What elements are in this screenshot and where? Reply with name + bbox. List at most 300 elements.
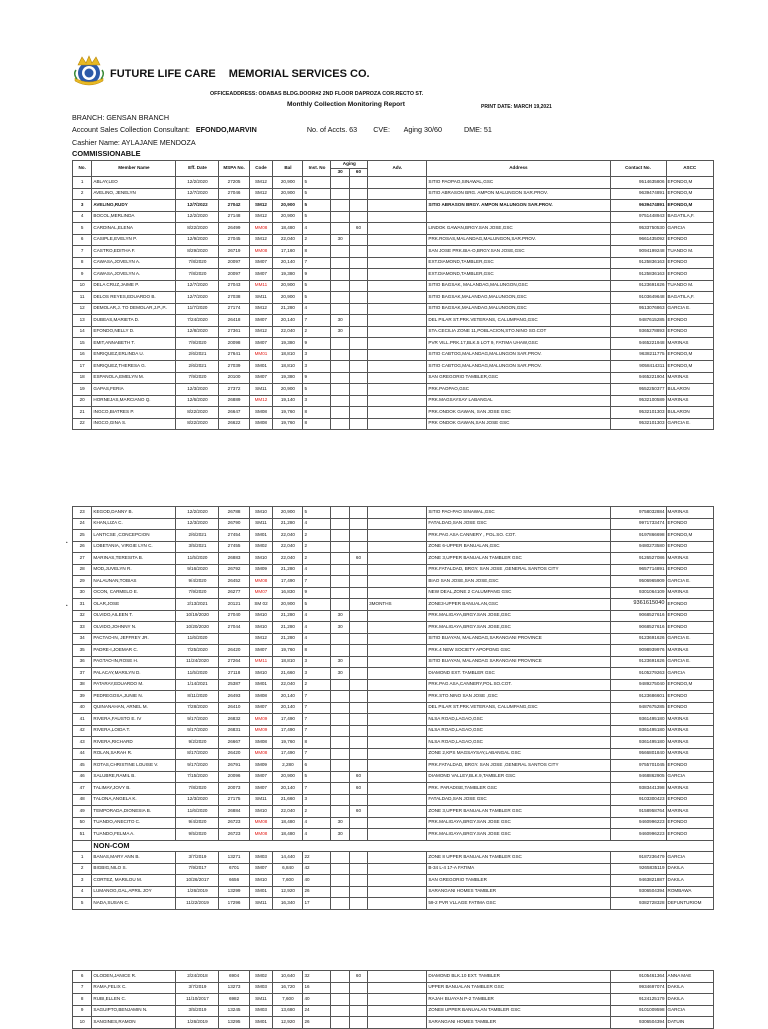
cell-balance: 18,480 [273, 223, 303, 235]
cell-balance: 14,440 [273, 852, 303, 864]
cell-contact: 9361615040 [610, 599, 666, 611]
cell-address: NLSA ROAD,LAGAO,GSC [427, 737, 610, 749]
cell-address: B-34 L-4 17-A FATIMA [427, 863, 610, 875]
cell-member-name: DELOS REYES,EDUARDO B. [92, 292, 176, 304]
cell-contact: 9123691626 [610, 280, 666, 292]
cell-ascc: MARINAS [666, 748, 713, 760]
cell-mspa: 27175 [219, 794, 249, 806]
cell-address: PRK.ONDOK GAWAN, SAN JOSE GSC [427, 407, 610, 419]
table-row [73, 668, 714, 680]
table-row [73, 349, 714, 361]
cell-inst-no: 5 [303, 384, 331, 396]
cell-member-name: OLAR,JOSE [92, 599, 176, 611]
cell-eff-date: 9/5/2020 [176, 829, 219, 841]
cell-inst-no: 4 [303, 622, 331, 634]
cell-contact: 9361495180 [610, 737, 666, 749]
cell-mspa: 26452 [219, 576, 249, 588]
cell-aging-30 [331, 1017, 349, 1029]
cell-aging-60 [349, 886, 367, 898]
cell-mspa: 6982 [219, 994, 249, 1006]
cell-aging-60 [349, 714, 367, 726]
cell-code: SM08 [249, 418, 273, 430]
cell-balance: 16,830 [273, 587, 303, 599]
cell-ascc: EFONDO,M [666, 530, 713, 542]
cell-adv [368, 407, 427, 419]
table-row [73, 971, 714, 983]
cell-member-name: AVELINO,RUDY [92, 200, 176, 212]
table-row [73, 1005, 714, 1017]
cell-code: SM11 [249, 518, 273, 530]
cell-member-name: QUINANAHAN, ARNEL M. [92, 702, 176, 714]
cell-address: SITIO BAGSAK,MALANDAG,MALUNGON,GSC [427, 292, 610, 304]
cell-mspa: 20073 [219, 783, 249, 795]
cell-mspa: 26420 [219, 748, 249, 760]
cell-aging-30 [331, 645, 349, 657]
cell-no: 30 [73, 587, 92, 599]
cell-mspa: 6656 [219, 875, 249, 887]
cell-aging-30 [331, 177, 349, 189]
cell-aging-60 [349, 361, 367, 373]
consultant-line [72, 125, 492, 134]
cell-member-name: PALACAY,MARILYN D. [92, 668, 176, 680]
cell-balance: 17,490 [273, 576, 303, 588]
cell-aging-30 [331, 982, 349, 994]
cell-code: MM11 [249, 656, 273, 668]
cell-no: 10 [73, 280, 92, 292]
cell-ascc: DATUIN [666, 1017, 713, 1029]
cell-member-name: PACTAO-IN, JEFFREY JR. [92, 633, 176, 645]
cell-inst-no: 5 [303, 200, 331, 212]
cell-balance: 20,140 [273, 702, 303, 714]
cell-code: MM07 [249, 587, 273, 599]
cell-mspa: 20097 [219, 257, 249, 269]
cell-balance: 18,810 [273, 349, 303, 361]
table-row [73, 315, 714, 327]
cell-code: SM08 [249, 737, 273, 749]
cell-contact: 9187236479 [610, 852, 666, 864]
cell-balance: 16,720 [273, 982, 303, 994]
cell-no: 22 [73, 418, 92, 430]
cell-inst-no: 5 [303, 599, 331, 611]
table-row [73, 702, 714, 714]
cell-aging-60 [349, 188, 367, 200]
cell-aging-30 [331, 541, 349, 553]
cell-adv [368, 714, 427, 726]
cell-ascc: BAGATILA,F. [666, 211, 713, 223]
cell-aging-30 [331, 303, 349, 315]
cell-no: 31 [73, 599, 92, 611]
cell-aging-60 [349, 725, 367, 737]
cell-no: 33 [73, 622, 92, 634]
cell-eff-date: 8/22/2020 [176, 407, 219, 419]
cell-mspa: 26723 [219, 817, 249, 829]
cell-adv [368, 246, 427, 258]
cell-ascc: EFONDO [666, 315, 713, 327]
cell-inst-no: 3 [303, 656, 331, 668]
section-spacer [73, 840, 92, 852]
cell-aging-60 [349, 994, 367, 1006]
cell-adv [368, 384, 427, 396]
cell-adv [368, 886, 427, 898]
cell-aging-60: 60 [349, 771, 367, 783]
cell-balance: 18,480 [273, 817, 303, 829]
cell-balance: 20,900 [273, 280, 303, 292]
cell-inst-no: 3 [303, 361, 331, 373]
cell-code: MM09 [249, 714, 273, 726]
cell-inst-no: 2 [303, 326, 331, 338]
cell-member-name: LUMANOG,GAL,APRIL JOY [92, 886, 176, 898]
cell-mspa: 26792 [219, 564, 249, 576]
cell-mspa: 26723 [219, 829, 249, 841]
cell-member-name: BOCOL,MERLINDA [92, 211, 176, 223]
cell-balance: 10,640 [273, 971, 303, 983]
cell-mspa: 27372 [219, 384, 249, 396]
cell-code: SM08 [249, 691, 273, 703]
cell-aging-60 [349, 656, 367, 668]
cell-inst-no: 4 [303, 829, 331, 841]
cell-code: SM11 [249, 794, 273, 806]
cell-ascc: GARCIA [666, 223, 713, 235]
cell-aging-60 [349, 645, 367, 657]
table-row [73, 530, 714, 542]
cell-ascc: MARINAS [666, 783, 713, 795]
cell-inst-no: 7 [303, 748, 331, 760]
cell-aging-30 [331, 361, 349, 373]
cell-eff-date: 12/9/2020 [176, 234, 219, 246]
cell-eff-date: 12/7/2020 [176, 292, 219, 304]
cell-member-name: INGCO,BIATRES P. [92, 407, 176, 419]
cell-adv [368, 760, 427, 772]
cell-no: 32 [73, 610, 92, 622]
cell-code: MM08 [249, 576, 273, 588]
cell-contact: 9124125179 [610, 994, 666, 1006]
cell-contact: 9361495180 [610, 714, 666, 726]
cell-eff-date: 11/10/2017 [176, 994, 219, 1006]
cell-balance: 22,040 [273, 541, 303, 553]
cell-contact: 9068527616 [610, 622, 666, 634]
cell-balance: 19,760 [273, 645, 303, 657]
cell-code: SM10 [249, 875, 273, 887]
cell-code: SM11 [249, 994, 273, 1006]
cell-inst-no: 7 [303, 783, 331, 795]
cell-aging-30 [331, 553, 349, 565]
cell-address: NEW DEAL,ZONE 2 CALUMPANG GSC [427, 587, 610, 599]
cell-code: SM07 [249, 372, 273, 384]
cell-address: PRK.MALIGAYA,BRGY.SAN JOSE,GSC [427, 610, 610, 622]
cell-balance: 22,040 [273, 326, 303, 338]
cell-inst-no: 4 [303, 223, 331, 235]
cell-adv [368, 898, 427, 910]
cell-aging-60 [349, 518, 367, 530]
dme-label: DME: 51 [463, 125, 492, 134]
cell-eff-date: 12/2/2020 [176, 507, 219, 519]
cell-balance: 20,900 [273, 177, 303, 189]
cell-address: EXT.DIAMOND,TAMBLER,GSC [427, 269, 610, 281]
cell-ascc: EFONDO [666, 269, 713, 281]
cell-contact: 9197866698 [610, 530, 666, 542]
cell-address: ZONE 6-UPPER BANUALAN,GSC [427, 541, 610, 553]
table-row [73, 898, 714, 910]
cell-balance: 19,760 [273, 737, 303, 749]
cell-eff-date: 3/5/2019 [176, 1005, 219, 1017]
cell-ascc: DAKILA [666, 863, 713, 875]
cell-aging-30 [331, 760, 349, 772]
cell-aging-30 [331, 280, 349, 292]
cell-adv [368, 211, 427, 223]
cell-code: MM12 [249, 395, 273, 407]
table-row [73, 338, 714, 350]
cell-eff-date: 9/17/2020 [176, 714, 219, 726]
cell-no: 7 [73, 982, 92, 994]
cell-inst-no: 9 [303, 338, 331, 350]
cell-contact: 9934697074 [610, 982, 666, 994]
cell-mspa: 26790 [219, 518, 249, 530]
cell-adv [368, 269, 427, 281]
cell-member-name: NALAUNAN,TOBIAS [92, 576, 176, 588]
cell-eff-date: 2/13/2021 [176, 599, 219, 611]
table-row [73, 886, 714, 898]
cell-address: PRK.4 NEW SOCIETY APOPONG GSC [427, 645, 610, 657]
cell-eff-date: 12/2/2020 [176, 211, 219, 223]
cell-aging-60: 60 [349, 971, 367, 983]
cell-code: SM01 [249, 886, 273, 898]
cell-ascc: MARINAS [666, 725, 713, 737]
cell-aging-30 [331, 737, 349, 749]
cell-mspa: 20097 [219, 269, 249, 281]
cell-inst-no: 5 [303, 188, 331, 200]
cell-member-name: ENRIQUEZ,THERESA G. [92, 361, 176, 373]
cell-inst-no: 8 [303, 246, 331, 258]
cell-ascc: GARCIA E. [666, 633, 713, 645]
cell-aging-30 [331, 971, 349, 983]
cell-mspa: 17296 [219, 898, 249, 910]
cell-code: MM08 [249, 829, 273, 841]
cell-adv [368, 863, 427, 875]
cell-inst-no: 9 [303, 269, 331, 281]
cell-address: ZONE8 UPPER BANUALAN TAMBLER GSC [427, 1005, 610, 1017]
cell-aging-60 [349, 384, 367, 396]
table-row [73, 725, 714, 737]
cell-contact: 9105461364 [610, 971, 666, 983]
cell-contact: 9382728328 [610, 898, 666, 910]
table-row [73, 418, 714, 430]
cell-contact: 9123686601 [610, 691, 666, 703]
cell-aging-60 [349, 760, 367, 772]
cell-ascc: EFONDO,M [666, 200, 713, 212]
cell-ascc: EFONDO [666, 691, 713, 703]
cell-no: 45 [73, 760, 92, 772]
cell-contact: 9566801840 [610, 748, 666, 760]
cell-ascc: BULARON [666, 407, 713, 419]
table-row [73, 326, 714, 338]
cell-member-name: RIVERA,RICHARD [92, 737, 176, 749]
cell-inst-no: 7 [303, 691, 331, 703]
cell-eff-date: 8/22/2020 [176, 223, 219, 235]
cell-balance: 17,490 [273, 725, 303, 737]
cell-ascc: EFONDO,M [666, 679, 713, 691]
table-row [73, 737, 714, 749]
cell-address: ZONE 3,UPPER BANUALAN TAMBLER GSC [427, 553, 610, 565]
cell-code: SM10 [249, 507, 273, 519]
cell-address: SITIO PAO-PAO SINAWAL,GSC [427, 507, 610, 519]
print-date: PRINT DATE: MARCH 19,2021 [481, 104, 552, 110]
cell-ascc: EFONDO [666, 817, 713, 829]
cell-code: SM12 [249, 303, 273, 315]
cell-code: MM08 [249, 817, 273, 829]
cell-address: SARANGANI HOMES TAMBLER [427, 1017, 610, 1029]
consultant-name: EFONDO,MARVIN [195, 125, 257, 134]
cell-inst-no: 17 [303, 898, 331, 910]
cell-contact: 9506965909 [610, 576, 666, 588]
cell-adv [368, 1017, 427, 1029]
cell-mspa: 26884 [219, 806, 249, 818]
cve-label: CVE: [373, 125, 390, 134]
cell-member-name: BANAS,MARY ANN B. [92, 852, 176, 864]
table-row [73, 177, 714, 189]
cell-contact: 9480273580 [610, 541, 666, 553]
cell-ascc: TUANDO M. [666, 280, 713, 292]
column-header-code: Code [249, 161, 273, 177]
cell-aging-60 [349, 349, 367, 361]
cell-ascc: EFONDO [666, 794, 713, 806]
cell-mspa: 27045 [219, 234, 249, 246]
cell-balance: 20,140 [273, 257, 303, 269]
branch-line: BRANCH: GENSAN BRANCH [72, 113, 170, 122]
cell-member-name: BIGBIG,NILO S. [92, 863, 176, 875]
cell-mspa: 27174 [219, 303, 249, 315]
cell-code: SM10 [249, 553, 273, 565]
cell-mspa: 26832 [219, 714, 249, 726]
cell-aging-30 [331, 725, 349, 737]
cell-contact: 9638211775 [610, 349, 666, 361]
cell-aging-30 [331, 518, 349, 530]
cell-adv [368, 257, 427, 269]
commissionable-label: COMMISSIONABLE [72, 149, 141, 158]
row-marker: • [66, 603, 68, 608]
cell-inst-no: 5 [303, 507, 331, 519]
cell-eff-date: 2/6/2021 [176, 361, 219, 373]
table-row [73, 507, 714, 519]
table-row [73, 817, 714, 829]
cell-aging-60 [349, 829, 367, 841]
cell-aging-60 [349, 303, 367, 315]
cashier-line: Cashier Name: AYLAJANE MENDOZA [72, 138, 196, 147]
cell-no: 23 [73, 507, 92, 519]
cell-inst-no: 5 [303, 292, 331, 304]
cell-mspa: 26277 [219, 587, 249, 599]
cell-balance: 22,040 [273, 679, 303, 691]
cell-address: FATALDAD,SAN JOSE GSC [427, 794, 610, 806]
table-row [73, 587, 714, 599]
cell-aging-60 [349, 622, 367, 634]
cell-mspa: 26493 [219, 691, 249, 703]
cell-no: 8 [73, 257, 92, 269]
cell-member-name: AVELINO, JENELYN [92, 188, 176, 200]
cell-eff-date: 11/6/2020 [176, 633, 219, 645]
cell-balance: 17,490 [273, 714, 303, 726]
table-row [73, 553, 714, 565]
cell-inst-no: 2 [303, 541, 331, 553]
cell-contact: 9306504394 [610, 886, 666, 898]
cell-code: SM07 [249, 269, 273, 281]
cell-contact: 9532101303 [610, 407, 666, 419]
cell-eff-date: 10/26/2017 [176, 875, 219, 887]
table-row [73, 384, 714, 396]
cell-aging-60 [349, 372, 367, 384]
cell-aging-60 [349, 269, 367, 281]
cell-aging-30 [331, 223, 349, 235]
cell-eff-date: 12/8/2020 [176, 326, 219, 338]
table-row [73, 372, 714, 384]
cell-no: 9 [73, 269, 92, 281]
cell-member-name: OCON, CARMELO E. [92, 587, 176, 599]
cell-inst-no: 3 [303, 794, 331, 806]
cell-member-name: HORNEJAS,MARCIANO Q. [92, 395, 176, 407]
cell-code: MM08 [249, 748, 273, 760]
cell-contact: 9361495180 [610, 725, 666, 737]
cell-aging-30 [331, 875, 349, 887]
cell-code: SM12 [249, 211, 273, 223]
cell-code: SM07 [249, 315, 273, 327]
cell-address: SITIO BAGSAK,MALANDAG,MALUNGON,GSC [427, 303, 610, 315]
cell-member-name: ROTAS,CHRISTINE LOUISE V. [92, 760, 176, 772]
cell-mspa: 20100 [219, 372, 249, 384]
cell-member-name: DEMOLAR,J. TO DEMOLAR,J.P.,P.. [92, 303, 176, 315]
cell-address: PRK.ROSAS,MALANDAG,MALUNGON,SAR.PROV. [427, 234, 610, 246]
cell-adv [368, 292, 427, 304]
cell-eff-date: 12/7/2020 [176, 280, 219, 292]
cell-address: DEL PILAR ST.PRK.VETERANS, CALUMPANG,GSC [427, 702, 610, 714]
cell-no: 29 [73, 576, 92, 588]
cell-aging-60 [349, 1017, 367, 1029]
collection-table-3 [72, 970, 714, 1029]
cell-balance: 19,380 [273, 372, 303, 384]
column-header-member: Member Name [92, 161, 176, 177]
table-row [73, 303, 714, 315]
cell-address: SITIO CABTOG,MALANDAG,MALUNGON SAR.PROV. [427, 349, 610, 361]
cell-no: 7 [73, 246, 92, 258]
cell-ascc: MARINAS [666, 737, 713, 749]
cell-mspa: 27361 [219, 326, 249, 338]
cell-member-name: RIVERA,LOIDA T. [92, 725, 176, 737]
cell-aging-30 [331, 806, 349, 818]
cell-contact: 9306504394 [610, 1017, 666, 1029]
cell-eff-date: 7/9/2017 [176, 863, 219, 875]
cell-aging-30 [331, 211, 349, 223]
cell-ascc: EFONDO,M [666, 188, 713, 200]
cell-adv [368, 188, 427, 200]
cell-eff-date: 7/24/2020 [176, 315, 219, 327]
cell-inst-no: 2 [303, 679, 331, 691]
cell-address: PRK. PARADISE,TAMBLER GSC [427, 783, 610, 795]
cell-adv [368, 852, 427, 864]
cell-eff-date: 11/5/2020 [176, 668, 219, 680]
cell-no: 15 [73, 338, 92, 350]
cell-contact: 9487615285 [610, 315, 666, 327]
cell-balance: 19,760 [273, 418, 303, 430]
cell-eff-date: 10/20/2020 [176, 622, 219, 634]
cell-balance: 20,900 [273, 384, 303, 396]
cell-eff-date: 10/19/2020 [176, 610, 219, 622]
cell-member-name: SALUBRE,RAMIL B. [92, 771, 176, 783]
cell-balance: 21,280 [273, 564, 303, 576]
cell-inst-no: 8 [303, 645, 331, 657]
column-header-inst: Inst. No [303, 161, 331, 177]
cell-mspa: 26883 [219, 553, 249, 565]
cell-inst-no: 2 [303, 530, 331, 542]
cell-aging-30: 30 [331, 668, 349, 680]
cell-inst-no: 7 [303, 315, 331, 327]
